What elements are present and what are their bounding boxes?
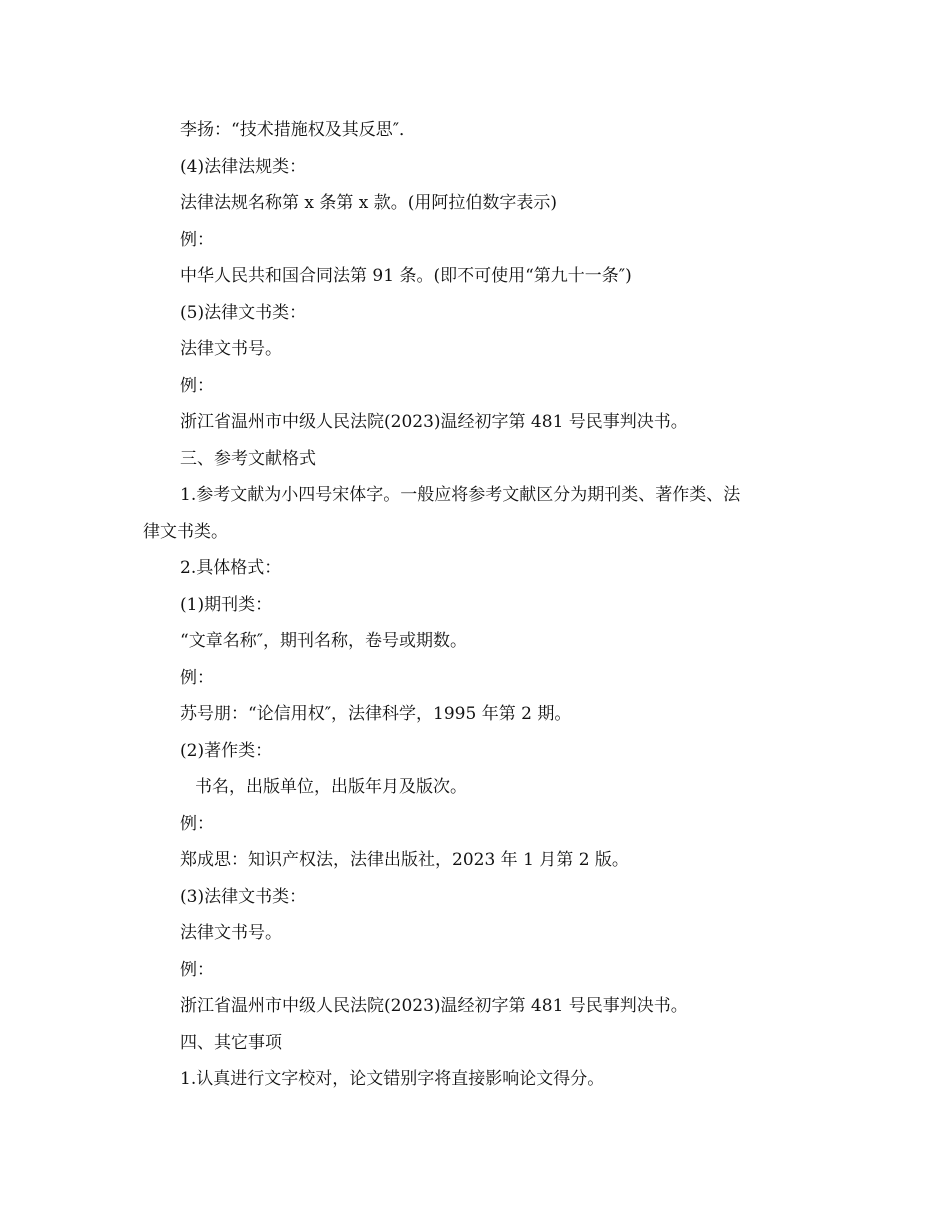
example-label: 例：: [180, 813, 214, 834]
format-description: 法律法规名称第 x 条第 x 款。(用阿拉伯数字表示): [180, 193, 558, 213]
example-label: 例：: [180, 375, 214, 396]
section-heading-legal-documents: (5)法律文书类：: [180, 302, 307, 323]
format-description: 法律文书号。: [180, 923, 282, 943]
section-heading-other: 四、其它事项: [180, 1032, 282, 1053]
document-body: [143, 112, 807, 1098]
section-heading-books: (2)著作类：: [180, 740, 273, 761]
example-text: 中华人民共和国合同法第 91 条。(即不可使用“第九十一条″): [180, 266, 632, 286]
subheading-format: 2.具体格式：: [180, 558, 282, 578]
example-text: 郑成思：知识产权法，法律出版社，2023 年 1 月第 2 版。: [180, 850, 629, 870]
format-description: 书名，出版单位，出版年月及版次。: [195, 777, 467, 797]
example-label: 例：: [180, 667, 214, 688]
section-heading-journals: (1)期刊类：: [180, 594, 273, 615]
format-description: “文章名称″，期刊名称，卷号或期数。: [180, 631, 468, 651]
section-heading-references: 三、参考文献格式: [180, 448, 316, 469]
section-heading-legal-documents: (3)法律文书类：: [180, 886, 307, 907]
example-text: 浙江省温州市中级人民法院(2023)温经初字第 481 号民事判决书。: [180, 412, 688, 432]
example-text: 浙江省温州市中级人民法院(2023)温经初字第 481 号民事判决书。: [180, 996, 688, 1016]
paragraph-line-continued: 律文书类。: [143, 521, 228, 542]
format-description: 法律文书号。: [180, 339, 282, 359]
example-label: 例：: [180, 229, 214, 250]
example-text: 苏号朋：“论信用权″，法律科学，1995 年第 2 期。: [180, 704, 572, 724]
paragraph-line: 1.参考文献为小四号宋体字。一般应将参考文献区分为期刊类、著作类、法: [180, 485, 741, 505]
section-heading-laws: (4)法律法规类：: [180, 156, 307, 177]
reference-example-line: 李扬：“技术措施权及其反思″．: [180, 120, 417, 140]
paragraph-line: 1.认真进行文字校对，论文错别字将直接影响论文得分。: [180, 1069, 605, 1089]
example-label: 例：: [180, 959, 214, 980]
